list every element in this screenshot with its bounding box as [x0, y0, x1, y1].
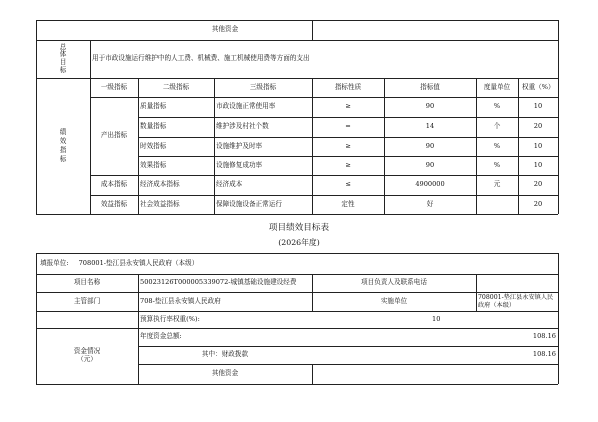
header-level3: 三级指标 — [249, 82, 277, 91]
row-level2: 社会效益指标 — [140, 199, 180, 208]
dept-value: 708-垫江县永安镇人民政府 — [140, 296, 221, 305]
dept-label: 主管部门 — [73, 296, 101, 305]
overall-goal-text: 用于市政设施运行维护中的人工费、机械费、施工机械使用费等方面的支出 — [92, 54, 310, 63]
perf-label-char: 绩 — [59, 128, 67, 137]
row-weight: 20 — [533, 180, 543, 189]
row-weight: 10 — [533, 141, 543, 150]
fiscal-value: 108.16 — [532, 350, 556, 359]
row-level3: 设施修复成功率 — [216, 160, 263, 169]
overall-goal-char: 标 — [59, 65, 67, 74]
row-level3: 设施维护及时率 — [216, 141, 263, 150]
row-nature: ≤ — [345, 180, 351, 189]
project-name-label: 项目名称 — [73, 278, 101, 287]
annual-total-label: 年度资金总额: — [140, 332, 182, 341]
row-unit — [476, 195, 518, 214]
perf-indicator-label — [36, 78, 90, 214]
header-weight: 权重（%） — [522, 82, 555, 91]
level1-benefit: 效益指标 — [100, 199, 128, 208]
header-level2: 二级指标 — [162, 82, 190, 91]
row-nature: ≥ — [345, 160, 351, 169]
row-weight: 20 — [533, 122, 543, 131]
row-nature: 定性 — [341, 199, 355, 208]
header-level1: 一级指标 — [100, 82, 128, 91]
funds-label-line: （元） — [77, 355, 97, 363]
level1-cost: 成本指标 — [100, 180, 128, 189]
budget-rate-label: 预算执行率权重(%): — [140, 314, 200, 323]
lower-other-funds-label: 其他资金 — [211, 369, 239, 378]
row-level2: 时效指标 — [140, 141, 167, 150]
contact-value — [476, 274, 558, 292]
row-level3: 市政设施正常使用率 — [216, 102, 276, 111]
row-value: 好 — [426, 199, 434, 208]
row-value: 4900000 — [415, 180, 445, 189]
funds-label — [36, 328, 138, 384]
row-nature: ≥ — [345, 102, 351, 111]
row-value: 90 — [425, 141, 435, 150]
page-title: 项目绩效目标表 — [268, 223, 330, 233]
perf-label-char: 标 — [59, 154, 67, 163]
header-value: 指标值 — [420, 82, 440, 91]
budget-rate-value: 10 — [432, 314, 441, 323]
level1-output: 产出指标 — [100, 131, 128, 140]
row-level3: 经济成本 — [216, 180, 243, 189]
row-level2: 效果指标 — [140, 160, 167, 169]
funds-label-line: 资金情况 — [73, 347, 101, 356]
fiscal-label: 其中：财政拨款 — [201, 350, 249, 359]
impl-unit-label: 实施单位 — [380, 296, 408, 305]
row-value: 14 — [425, 122, 435, 131]
project-name-value: 50023126T000005339072-城镇基础设施建设经费 — [140, 278, 297, 287]
overall-goal-char: 体 — [59, 50, 67, 59]
page-year: (2026年度) — [278, 238, 320, 247]
row-value: 90 — [425, 102, 435, 111]
overall-goal-label — [36, 40, 90, 78]
row-nature: = — [345, 122, 351, 131]
row-unit: % — [493, 102, 501, 111]
row-nature: ≥ — [345, 141, 351, 150]
reporting-unit-label: 填报单位: — [40, 258, 69, 267]
contact-label: 项目负责人及联系电话 — [361, 278, 427, 287]
row-level3: 保障设施设备正常运行 — [216, 199, 282, 208]
annual-total-value: 108.16 — [532, 332, 556, 341]
row-value: 90 — [425, 160, 435, 169]
header-nature: 指标性质 — [334, 82, 362, 91]
row-level2: 经济成本指标 — [140, 180, 180, 189]
row-unit: 元 — [493, 180, 501, 189]
reporting-unit — [36, 253, 558, 274]
overall-goal-char: 总 — [59, 42, 67, 51]
row-weight: 20 — [533, 199, 543, 208]
row-unit: % — [493, 160, 501, 169]
perf-label-char: 指 — [59, 146, 67, 154]
row-unit: 个 — [493, 122, 501, 131]
row-level3: 维护涉及村社个数 — [216, 122, 269, 131]
reporting-unit-value: 708001-垫江县永安镇人民政府（本级） — [78, 258, 199, 267]
impl-unit-value: 708001-垫江县永安镇人民政府（本级） — [478, 294, 554, 309]
row-level2: 数量指标 — [140, 122, 167, 131]
row-weight: 10 — [533, 102, 543, 111]
upper-other-funds-label: 其他资金 — [211, 25, 239, 34]
row-level2: 质量指标 — [140, 102, 167, 111]
header-unit: 度量单位 — [483, 82, 511, 91]
row-unit: % — [493, 141, 501, 150]
perf-label-char: 效 — [59, 137, 67, 146]
overall-goal-char: 目 — [59, 58, 67, 66]
row-weight: 10 — [533, 160, 543, 169]
